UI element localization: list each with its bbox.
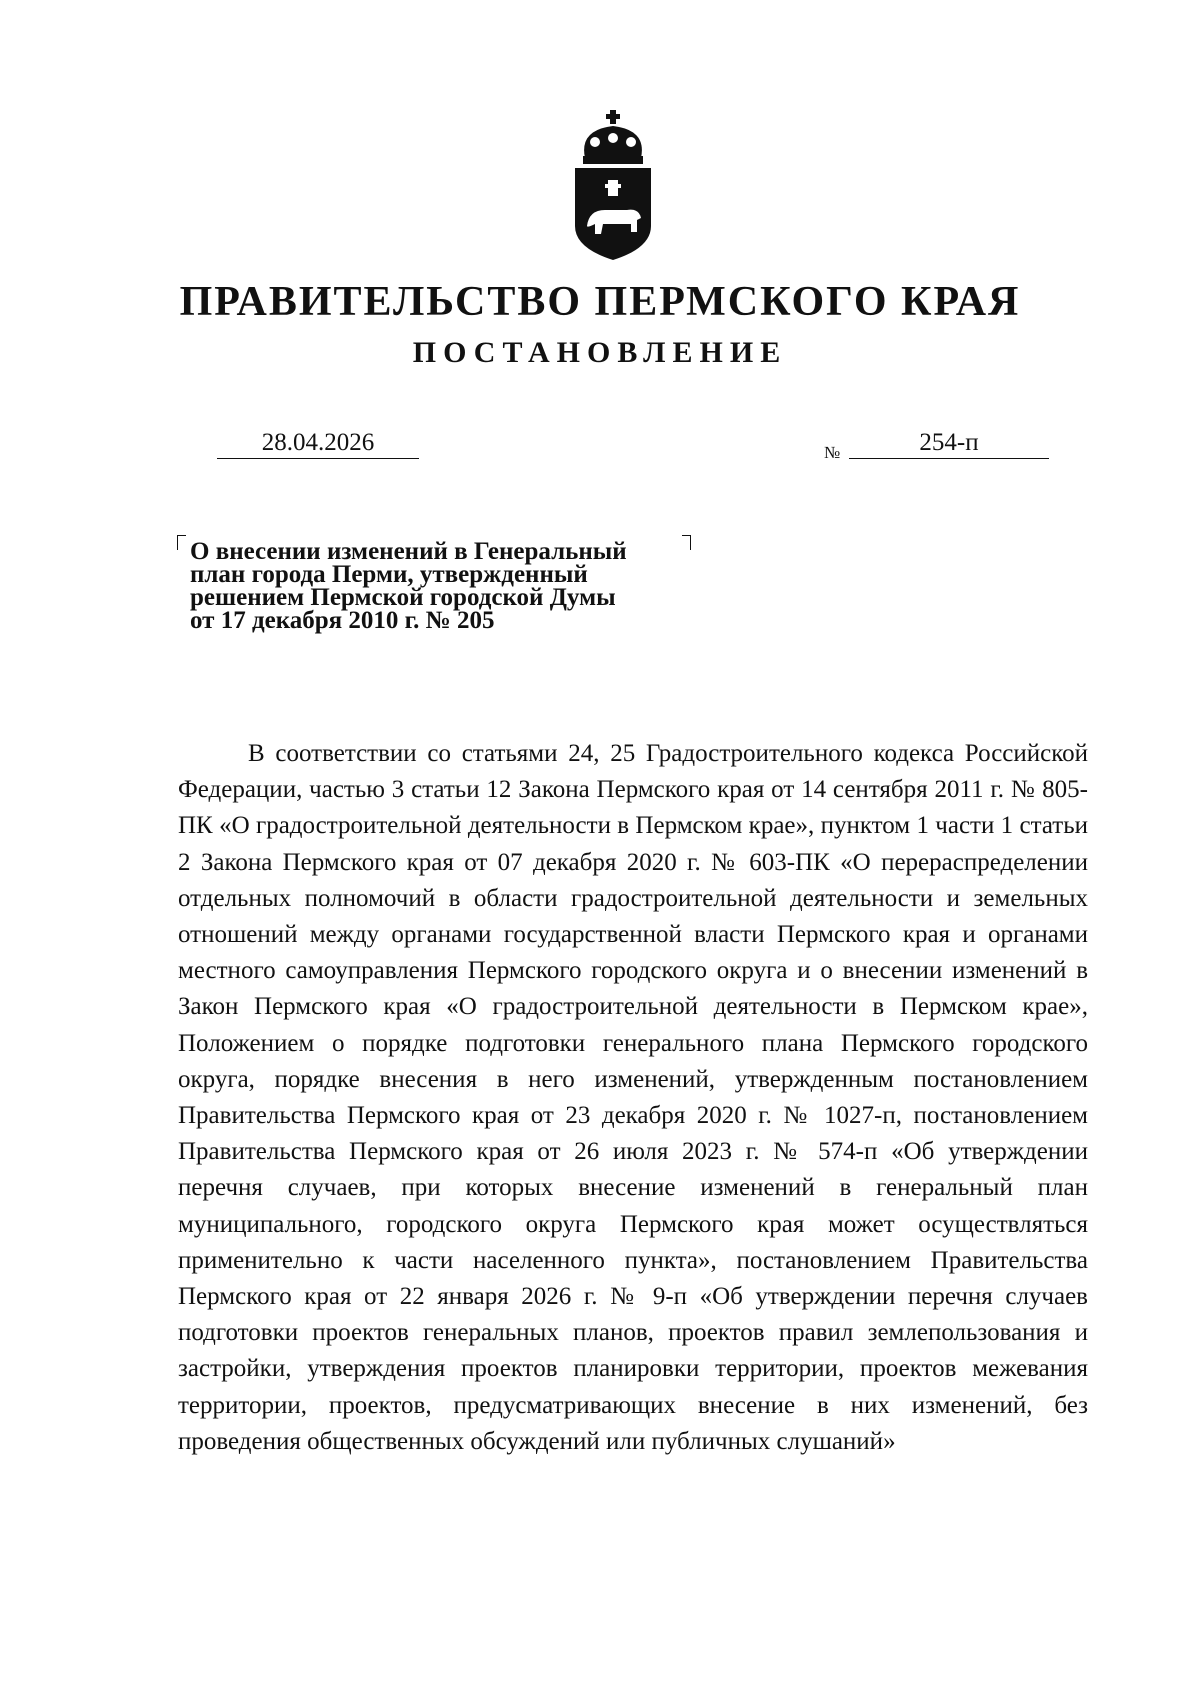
government-title: ПРАВИТЕЛЬСТВО ПЕРМСКОГО КРАЯ [179,279,1021,325]
subject-bracket-left [177,535,186,550]
document-number: 254-п [849,428,1049,459]
document-subject [190,540,690,632]
subject-line: О внесении изменений в Генеральный [190,538,627,565]
subject-line: план города Перми, утвержденный [190,561,588,588]
subject-line: от 17 декабря 2010 г. № 205 [190,607,495,634]
document-date: 28.04.2026 [217,428,419,459]
body-paragraph: В соответствии со статьями 24, 25 Градостроительного кодекса Российской Федерации, частью 3 статьи 12 Закона Пермского края от 14 сентября 2011 г. № 805-ПК «О градостроительной деятельности в Пермском крае», пунктом 1 части 1 статьи 2 Закона Пермского края от 07 декабря 2020 г. № 603-ПК «О перераспределении отдельных полномочий в области градостроительной деятельности и земельных отношений между органами государственной власти Пермского края и органами местного самоуправления Пермского городского округа и о внесении изменений в Закон Пермского края «О градостроительной деятельности в Пермском крае», Положением о порядке подготовки генерального плана Пермского городского округа, порядке внесения в него изменений, утвержденным постановлением Правительства Пермского края от 23 декабря 2020 г. № 1027-п, постановлением Правительства Пермского края от 26 июля 2023 г. № 574-п «Об утверждении перечня случаев, при которых внесение изменений в генеральный план муниципального, городского округа Пермского края может осуществляться применительно к части населенного пункта», постановлением Правительства Пермского края от 22 января 2026 г. № 9-п «Об утверждении перечня случаев подготовки проектов генеральных планов, проектов правил землепользования и застройки, утверждения проектов планировки территории, проектов межевания территории, проектов, предусматривающих внесение в них изменений, без проведения общественных обсуждений или публичных слушаний» [178,740,1088,1455]
number-label: № [824,443,841,462]
document-body [178,736,1088,1460]
subject-line: решением Пермской городской Думы [190,584,616,611]
document-type: ПОСТАНОВЛЕНИЕ [412,336,788,369]
perm-krai-coat-of-arms-icon [565,108,661,263]
